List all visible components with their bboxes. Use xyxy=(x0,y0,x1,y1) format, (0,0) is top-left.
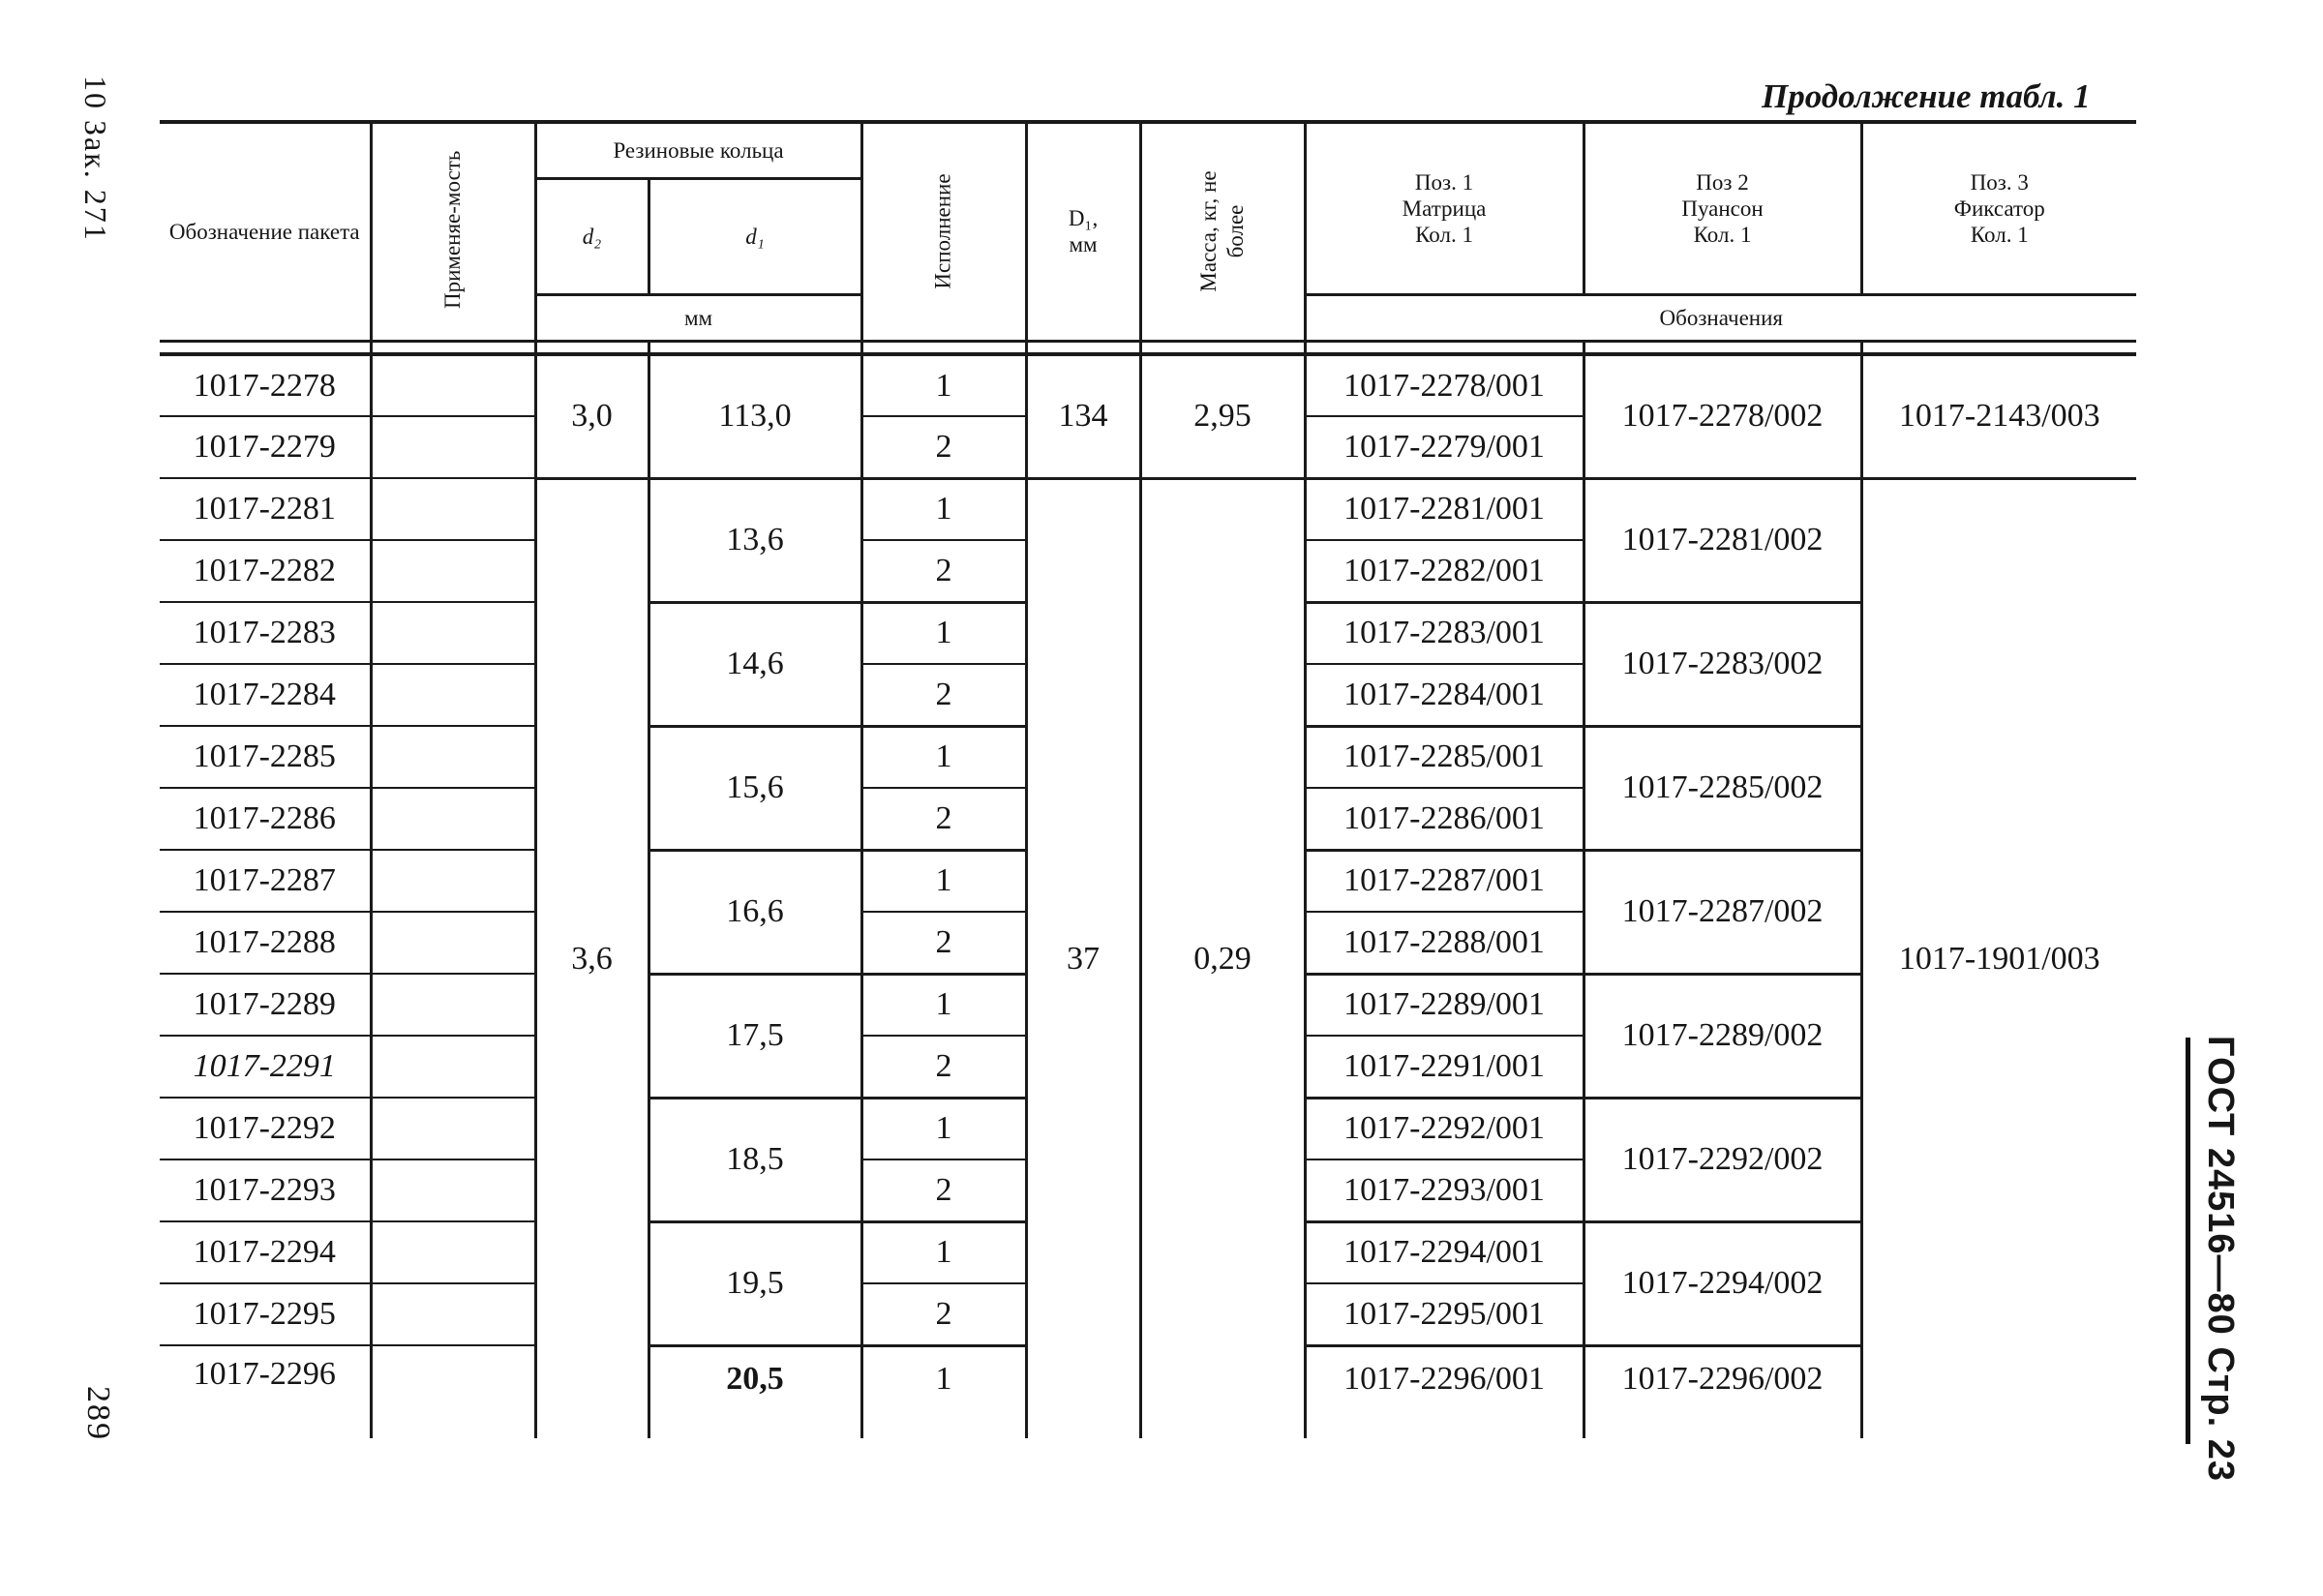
row-applicability xyxy=(371,416,535,478)
margin-rule xyxy=(2186,1038,2200,1444)
row-applicability xyxy=(371,478,535,540)
row-version: 1 xyxy=(861,850,1026,912)
row-version: 1 xyxy=(861,602,1026,664)
row-applicability xyxy=(371,1098,535,1159)
header-pos1: Поз. 1 Матрица Кол. 1 xyxy=(1305,122,1584,294)
row-code: 1017-2283 xyxy=(160,602,371,664)
row-version: 2 xyxy=(861,416,1026,478)
d1-value: 16,6 xyxy=(649,850,861,974)
row-code: 1017-2285 xyxy=(160,726,371,788)
header-rubber-rings: Резиновые кольца xyxy=(535,122,861,178)
row-code: 1017-2286 xyxy=(160,788,371,850)
row-applicability xyxy=(371,354,535,416)
row-code: 1017-2287 xyxy=(160,850,371,912)
mass-value: 0,29 xyxy=(1140,478,1305,1438)
row-matrix: 1017-2279/001 xyxy=(1305,416,1584,478)
row-applicability xyxy=(371,1221,535,1283)
row-matrix: 1017-2287/001 xyxy=(1305,850,1584,912)
mass-value: 2,95 xyxy=(1140,354,1305,478)
d2-value: 3,0 xyxy=(535,354,649,478)
row-matrix: 1017-2282/001 xyxy=(1305,540,1584,602)
d1-value: 18,5 xyxy=(649,1098,861,1221)
row-code: 1017-2293 xyxy=(160,1159,371,1221)
fixator-value: 1017-2143/003 xyxy=(1861,354,2136,478)
d2-value: 3,6 xyxy=(535,478,649,1438)
punch-value: 1017-2281/002 xyxy=(1584,478,1861,602)
row-version: 2 xyxy=(861,1283,1026,1345)
D1-value: 37 xyxy=(1026,478,1140,1438)
row-version: 1 xyxy=(861,478,1026,540)
row-matrix: 1017-2291/001 xyxy=(1305,1036,1584,1098)
data-table xyxy=(160,120,2136,1438)
header-mass: Масса, кг, не более xyxy=(1140,122,1305,341)
row-matrix: 1017-2295/001 xyxy=(1305,1283,1584,1345)
punch-value: 1017-2296/002 xyxy=(1584,1345,1861,1438)
header-designation: Обозначение пакета xyxy=(160,122,371,341)
d1-value: 17,5 xyxy=(649,974,861,1098)
row-version: 1 xyxy=(861,1345,1026,1438)
row-code: 1017-2284 xyxy=(160,664,371,726)
row-code: 1017-2282 xyxy=(160,540,371,602)
row-code: 1017-2279 xyxy=(160,416,371,478)
row-matrix: 1017-2289/001 xyxy=(1305,974,1584,1036)
punch-value: 1017-2278/002 xyxy=(1584,354,1861,478)
d1-value: 13,6 xyxy=(649,478,861,602)
row-code: 1017-2292 xyxy=(160,1098,371,1159)
standard-label: ГОСТ 24516—80 Стр. 23 xyxy=(2200,1036,2241,1483)
header-mm: мм xyxy=(535,294,861,341)
row-version: 1 xyxy=(861,726,1026,788)
row-version: 1 xyxy=(861,1221,1026,1283)
continuation-title: Продолжение табл. 1 xyxy=(1762,77,2091,115)
row-code: 1017-2281 xyxy=(160,478,371,540)
row-matrix: 1017-2293/001 xyxy=(1305,1159,1584,1221)
header-d2: d₂ xyxy=(535,178,649,294)
row-version: 2 xyxy=(861,1159,1026,1221)
row-matrix: 1017-2292/001 xyxy=(1305,1098,1584,1159)
row-applicability xyxy=(371,1159,535,1221)
row-applicability xyxy=(371,726,535,788)
punch-value: 1017-2287/002 xyxy=(1584,850,1861,974)
row-matrix: 1017-2283/001 xyxy=(1305,602,1584,664)
d1-value: 15,6 xyxy=(649,726,861,850)
row-version: 1 xyxy=(861,974,1026,1036)
row-applicability xyxy=(371,1345,535,1438)
row-code: 1017-2288 xyxy=(160,912,371,974)
row-applicability xyxy=(371,1036,535,1098)
row-matrix: 1017-2286/001 xyxy=(1305,788,1584,850)
row-matrix: 1017-2296/001 xyxy=(1305,1345,1584,1438)
D1-value: 134 xyxy=(1026,354,1140,478)
fixator-value: 1017-1901/003 xyxy=(1861,478,2136,1438)
row-applicability xyxy=(371,912,535,974)
punch-value: 1017-2292/002 xyxy=(1584,1098,1861,1221)
row-code: 1017-2291 xyxy=(160,1036,371,1098)
header-pos2: Поз 2 Пуансон Кол. 1 xyxy=(1584,122,1861,294)
d1-value: 19,5 xyxy=(649,1221,861,1345)
header-pos3: Поз. 3 Фиксатор Кол. 1 xyxy=(1861,122,2136,294)
header-designations: Обозначения xyxy=(1305,294,2136,341)
row-applicability xyxy=(371,850,535,912)
row-applicability xyxy=(371,1283,535,1345)
header-D1: D₁, мм xyxy=(1026,122,1140,341)
page-number: 289 xyxy=(80,1386,116,1441)
row-applicability xyxy=(371,788,535,850)
side-note: 10 Зак. 271 xyxy=(78,75,113,242)
row-version: 2 xyxy=(861,912,1026,974)
row-version: 2 xyxy=(861,540,1026,602)
row-code: 1017-2295 xyxy=(160,1283,371,1345)
row-version: 1 xyxy=(861,1098,1026,1159)
row-code: 1017-2296 xyxy=(193,1356,336,1392)
header-applicability: Применяе-мость xyxy=(371,122,535,341)
row-matrix: 1017-2294/001 xyxy=(1305,1221,1584,1283)
punch-value: 1017-2285/002 xyxy=(1584,726,1861,850)
row-code: 1017-2289 xyxy=(160,974,371,1036)
row-version: 2 xyxy=(861,1036,1026,1098)
row-matrix: 1017-2284/001 xyxy=(1305,664,1584,726)
row-code: 1017-2294 xyxy=(160,1221,371,1283)
row-applicability xyxy=(371,974,535,1036)
row-matrix: 1017-2278/001 xyxy=(1305,354,1584,416)
row-matrix: 1017-2285/001 xyxy=(1305,726,1584,788)
row-version: 2 xyxy=(861,664,1026,726)
header-d1: d₁ xyxy=(649,178,861,294)
punch-value: 1017-2294/002 xyxy=(1584,1221,1861,1345)
punch-value: 1017-2283/002 xyxy=(1584,602,1861,726)
row-code: 1017-2278 xyxy=(160,354,371,416)
header-version: Исполнение xyxy=(861,122,1026,341)
row-version: 2 xyxy=(861,788,1026,850)
row-version: 1 xyxy=(861,354,1026,416)
d1-value: 113,0 xyxy=(649,354,861,478)
row-applicability xyxy=(371,602,535,664)
d1-value: 14,6 xyxy=(649,602,861,726)
row-applicability xyxy=(371,540,535,602)
row-matrix: 1017-2288/001 xyxy=(1305,912,1584,974)
punch-value: 1017-2289/002 xyxy=(1584,974,1861,1098)
d1-value: 20,5 xyxy=(649,1345,861,1438)
row-matrix: 1017-2281/001 xyxy=(1305,478,1584,540)
row-applicability xyxy=(371,664,535,726)
